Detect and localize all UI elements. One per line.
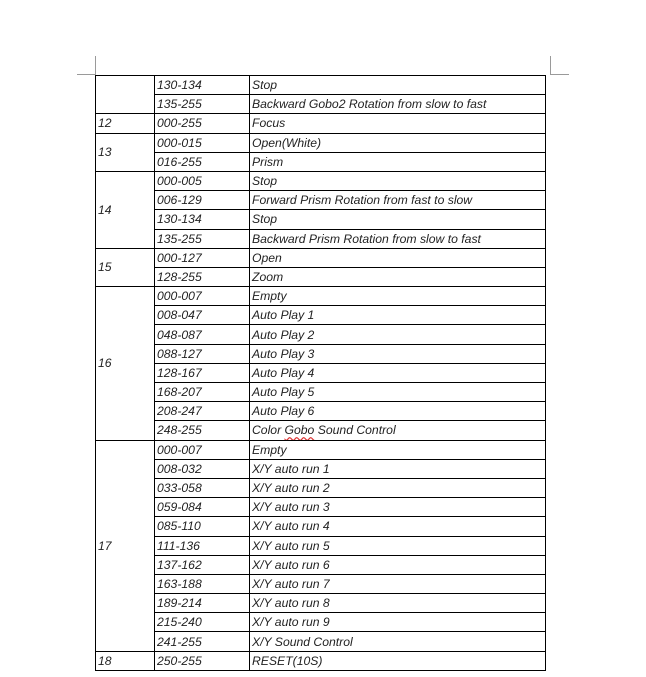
channel-cell: 13 xyxy=(96,133,155,171)
table-row xyxy=(96,555,546,574)
crop-mark-right-horizontal xyxy=(550,74,569,75)
table-row xyxy=(96,536,546,555)
table-row xyxy=(96,498,546,517)
range-cell: 130-134 xyxy=(155,210,250,229)
range-cell: 033-058 xyxy=(155,478,250,497)
function-cell: Auto Play 5 xyxy=(250,383,546,402)
table-row xyxy=(96,171,546,190)
range-cell: 000-007 xyxy=(155,440,250,459)
channel-cell: 14 xyxy=(96,171,155,248)
function-cell: Backward Gobo2 Rotation from slow to fast xyxy=(250,95,546,114)
function-cell: Auto Play 6 xyxy=(250,402,546,421)
range-cell: 215-240 xyxy=(155,613,250,632)
channel-cell xyxy=(96,76,155,114)
table-row xyxy=(96,210,546,229)
function-cell: X/Y auto run 8 xyxy=(250,594,546,613)
function-cell: Stop xyxy=(250,76,546,95)
function-cell: Forward Prism Rotation from fast to slow xyxy=(250,191,546,210)
range-cell: 135-255 xyxy=(155,95,250,114)
table-row xyxy=(96,133,546,152)
range-cell: 006-129 xyxy=(155,191,250,210)
range-cell: 241-255 xyxy=(155,632,250,651)
range-cell: 135-255 xyxy=(155,229,250,248)
table-row xyxy=(96,191,546,210)
channel-cell: 18 xyxy=(96,651,155,670)
channel-cell: 12 xyxy=(96,114,155,133)
table-body xyxy=(96,76,546,671)
function-cell: Auto Play 1 xyxy=(250,306,546,325)
function-cell: X/Y auto run 9 xyxy=(250,613,546,632)
table-row xyxy=(96,594,546,613)
dmx-channel-table xyxy=(95,75,546,671)
function-cell: Stop xyxy=(250,210,546,229)
crop-mark-right-vertical xyxy=(550,56,551,75)
function-cell: X/Y auto run 7 xyxy=(250,574,546,593)
crop-mark-left-horizontal xyxy=(77,74,96,75)
range-cell: 128-167 xyxy=(155,363,250,382)
table-row xyxy=(96,344,546,363)
table-row xyxy=(96,363,546,382)
table-row xyxy=(96,306,546,325)
range-cell: 248-255 xyxy=(155,421,250,440)
table-row xyxy=(96,402,546,421)
table-row xyxy=(96,383,546,402)
function-cell: Auto Play 3 xyxy=(250,344,546,363)
table-row xyxy=(96,152,546,171)
channel-cell: 17 xyxy=(96,440,155,651)
table-row xyxy=(96,114,546,133)
function-cell: X/Y auto run 3 xyxy=(250,498,546,517)
table-row xyxy=(96,267,546,286)
range-cell: 163-188 xyxy=(155,574,250,593)
channel-cell: 16 xyxy=(96,287,155,441)
range-cell: 189-214 xyxy=(155,594,250,613)
range-cell: 008-032 xyxy=(155,459,250,478)
range-cell: 000-007 xyxy=(155,287,250,306)
function-cell: Stop xyxy=(250,171,546,190)
table-row xyxy=(96,248,546,267)
function-cell: X/Y auto run 5 xyxy=(250,536,546,555)
table-row xyxy=(96,517,546,536)
range-cell: 016-255 xyxy=(155,152,250,171)
range-cell: 085-110 xyxy=(155,517,250,536)
range-cell: 111-136 xyxy=(155,536,250,555)
function-cell: Color Gobo Sound Control xyxy=(250,421,546,440)
range-cell: 250-255 xyxy=(155,651,250,670)
function-cell: Empty xyxy=(250,287,546,306)
function-cell: Backward Prism Rotation from slow to fast xyxy=(250,229,546,248)
table-row xyxy=(96,440,546,459)
table-row xyxy=(96,95,546,114)
crop-mark-left-vertical xyxy=(95,56,96,75)
range-cell: 048-087 xyxy=(155,325,250,344)
function-cell: X/Y auto run 1 xyxy=(250,459,546,478)
range-cell: 000-005 xyxy=(155,171,250,190)
range-cell: 168-207 xyxy=(155,383,250,402)
table-row xyxy=(96,229,546,248)
range-cell: 137-162 xyxy=(155,555,250,574)
range-cell: 088-127 xyxy=(155,344,250,363)
function-cell: Prism xyxy=(250,152,546,171)
range-cell: 128-255 xyxy=(155,267,250,286)
function-cell: Auto Play 2 xyxy=(250,325,546,344)
range-cell: 000-255 xyxy=(155,114,250,133)
spellcheck-word: Gobo xyxy=(284,423,315,438)
table-row xyxy=(96,325,546,344)
table-row xyxy=(96,651,546,670)
table-row xyxy=(96,76,546,95)
function-cell: RESET(10S) xyxy=(250,651,546,670)
table-row xyxy=(96,459,546,478)
table-row xyxy=(96,632,546,651)
function-cell: X/Y auto run 4 xyxy=(250,517,546,536)
range-cell: 208-247 xyxy=(155,402,250,421)
table-row xyxy=(96,574,546,593)
function-cell: Zoom xyxy=(250,267,546,286)
function-cell: Focus xyxy=(250,114,546,133)
function-cell: Open(White) xyxy=(250,133,546,152)
function-cell: X/Y auto run 2 xyxy=(250,478,546,497)
function-cell: Open xyxy=(250,248,546,267)
range-cell: 008-047 xyxy=(155,306,250,325)
table-row xyxy=(96,478,546,497)
function-cell: X/Y Sound Control xyxy=(250,632,546,651)
function-cell: X/Y auto run 6 xyxy=(250,555,546,574)
range-cell: 000-015 xyxy=(155,133,250,152)
function-cell: Empty xyxy=(250,440,546,459)
channel-cell: 15 xyxy=(96,248,155,286)
table-row xyxy=(96,613,546,632)
function-cell: Auto Play 4 xyxy=(250,363,546,382)
range-cell: 000-127 xyxy=(155,248,250,267)
table-row xyxy=(96,421,546,440)
table-row xyxy=(96,287,546,306)
range-cell: 130-134 xyxy=(155,76,250,95)
range-cell: 059-084 xyxy=(155,498,250,517)
